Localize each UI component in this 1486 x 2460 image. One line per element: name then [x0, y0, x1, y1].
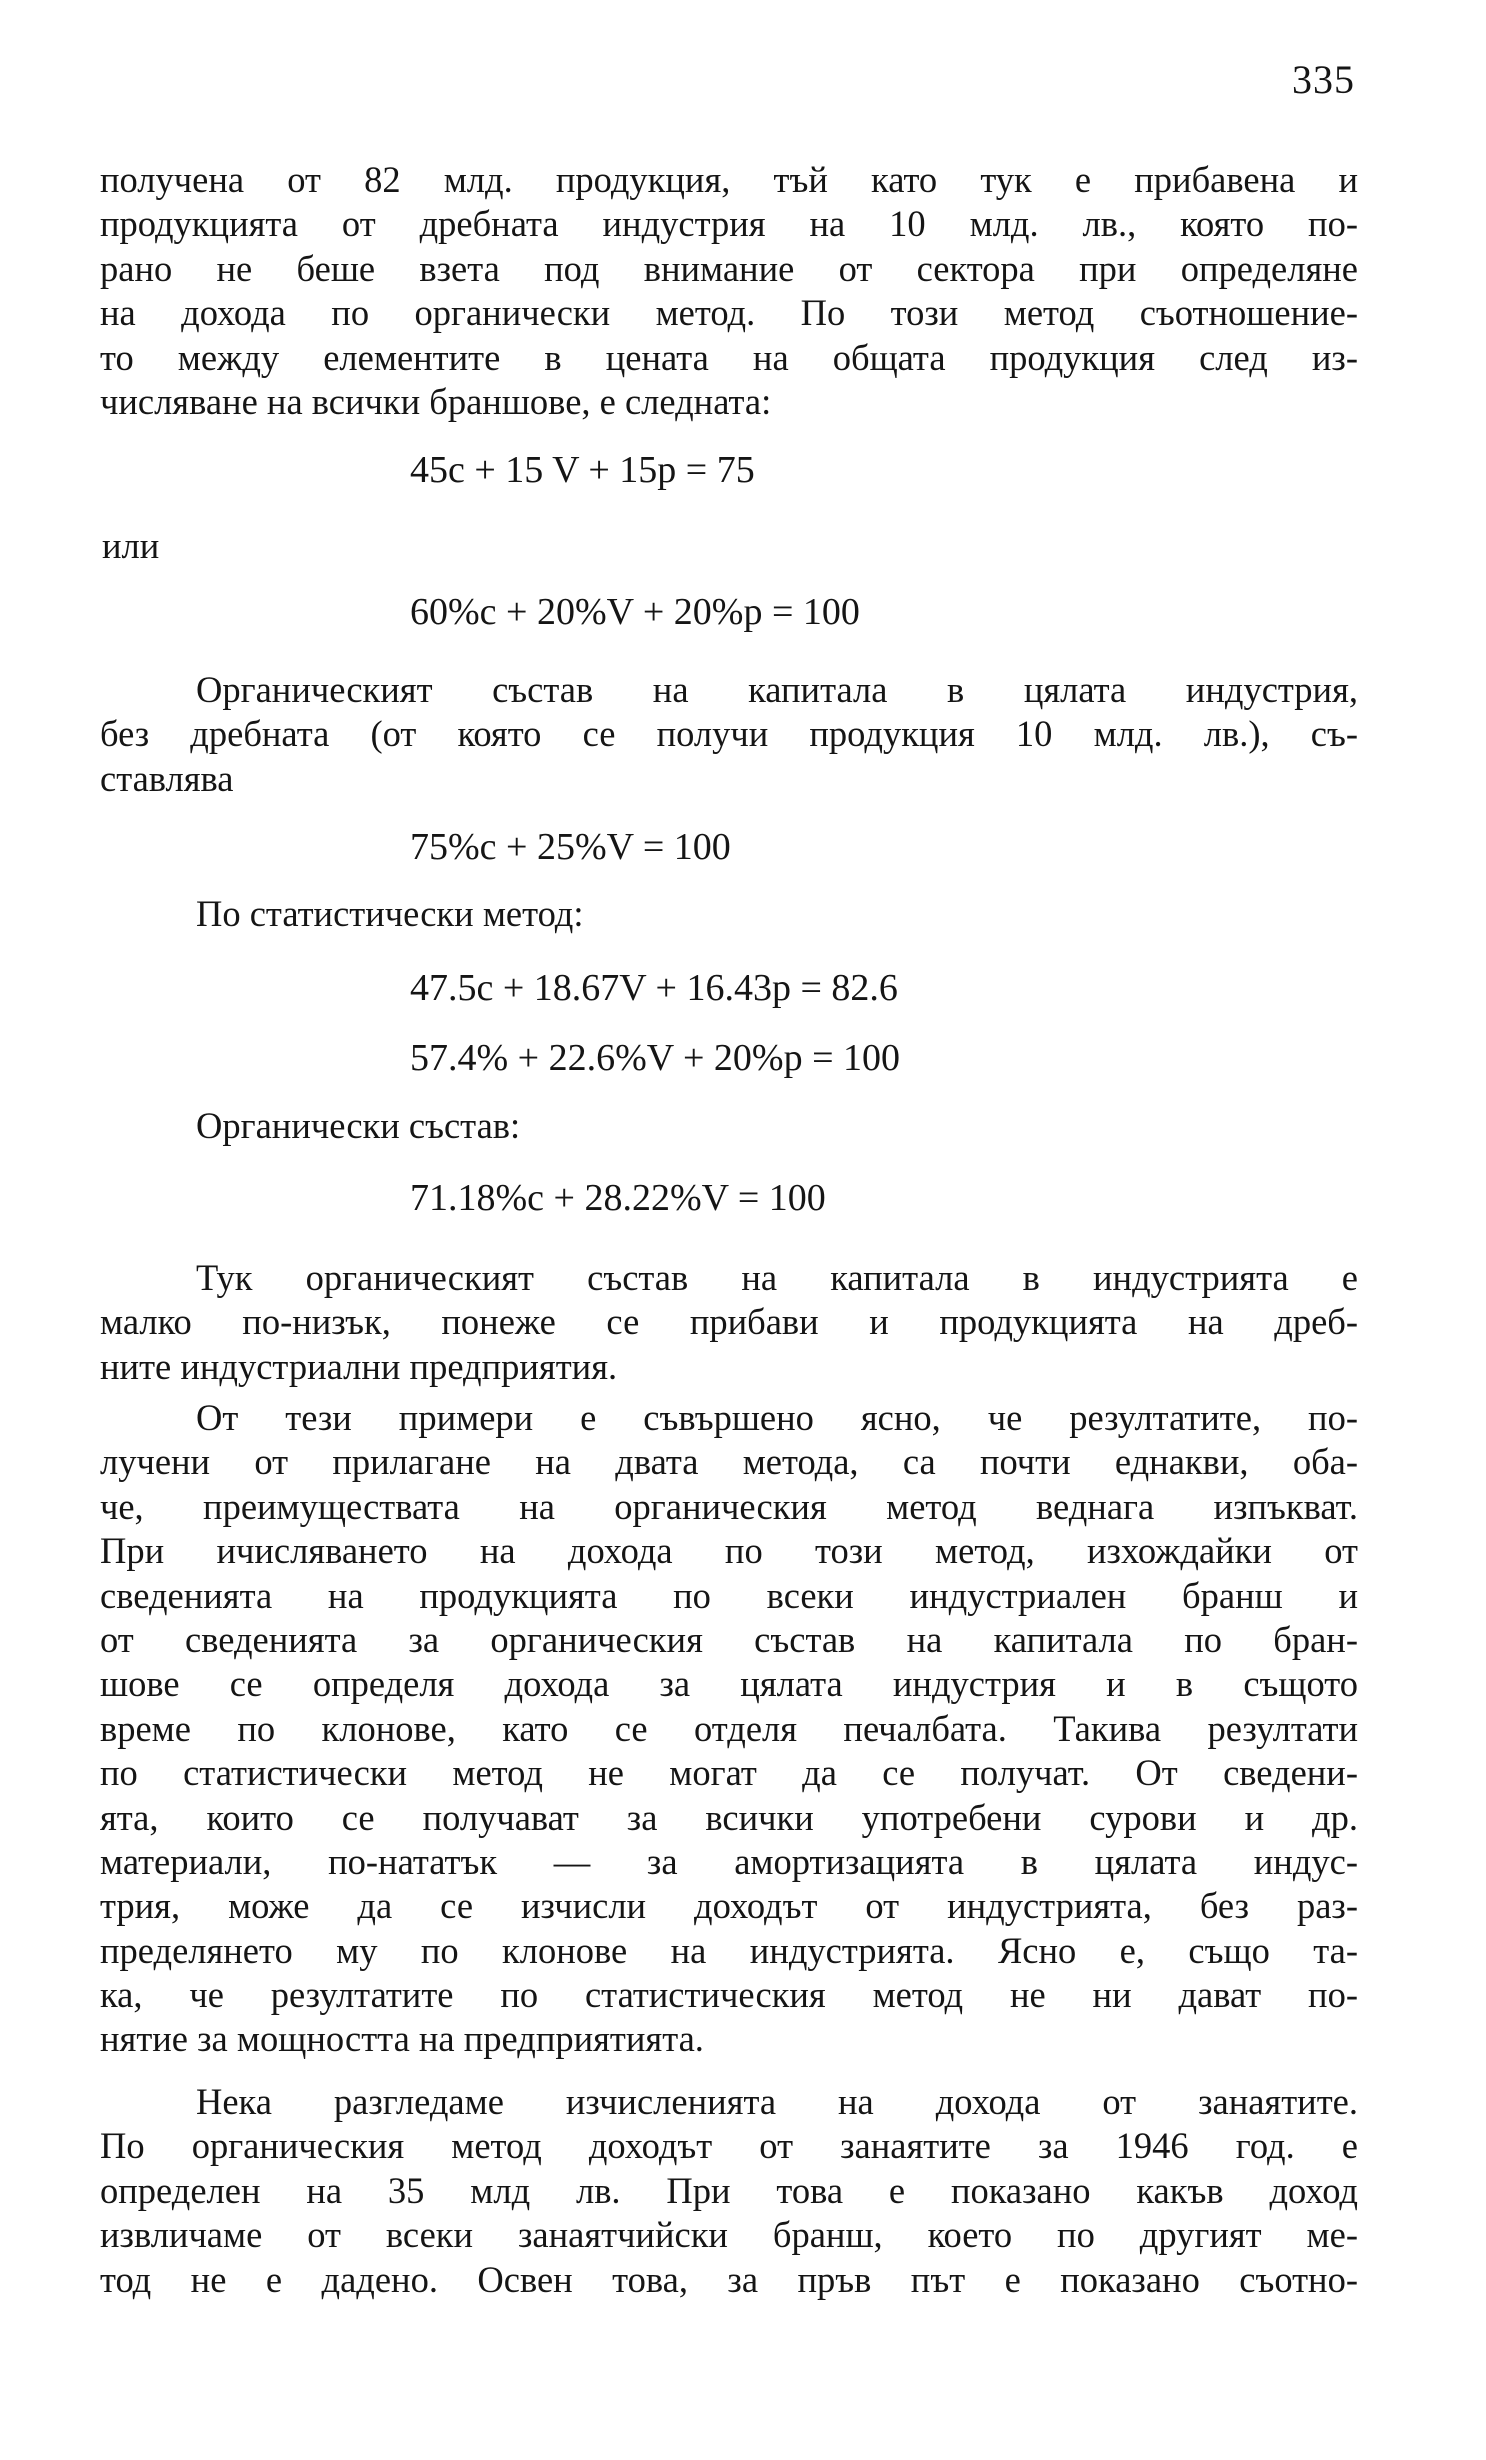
formula-2: 60%c + 20%V + 20%p = 100: [410, 591, 860, 633]
paragraph-1: [100, 158, 1358, 424]
text-line: трия, може да се изчисли доходът от индустрията, без раз-: [100, 1885, 1358, 1927]
text-line: извличаме от всеки занаятчийски бранш, което по другият ме-: [100, 2214, 1358, 2256]
text-line: определен на 35 млд лв. При това е показано какъв доход: [100, 2169, 1358, 2211]
text-line: ставлява: [100, 757, 234, 799]
text-line: Нека разгледаме изчисленията на дохода от занаятите.: [196, 2081, 1358, 2122]
text-line: От тези примери е съвършено ясно, че резултатите, по-: [196, 1397, 1358, 1438]
text-line: по статистически метод не могат да се получат. От сведени-: [100, 1752, 1358, 1794]
paragraph-5: [100, 2080, 1358, 2302]
text-line: лучени от прилагане на двата метода, са почти еднакви, оба-: [100, 1441, 1358, 1483]
text-line: то между елементите в цената на общата продукция след из-: [100, 336, 1358, 378]
text-line: получена от 82 млд. продукция, тъй като тук е прибавена и: [100, 159, 1358, 200]
text-line: малко по-низък, понеже се прибави и продукцията на дреб-: [100, 1301, 1358, 1343]
text-line: време по клонове, като се отделя печалбата. Такива резултати: [100, 1707, 1358, 1749]
paragraph-4: [100, 1396, 1358, 2062]
label-organic-composition: Органически състав:: [196, 1105, 521, 1146]
text-line: че, преимуществата на органическия метод веднага изпъкват.: [100, 1485, 1358, 1527]
text-line: ка, че резултатите по статистическия метод не ни дават по-: [100, 1974, 1358, 2016]
text-line: сведенията на продукцията по всеки индустриален бранш и: [100, 1574, 1358, 1616]
text-line: ята, които се получават за всички употребени сурови и др.: [100, 1796, 1358, 1838]
page-number: 335: [1292, 57, 1355, 102]
text-line: пределянето му по клонове на индустрията. Ясно е, също та-: [100, 1929, 1358, 1971]
label-statistical-method: По статистически метод:: [196, 893, 584, 934]
paragraph-3: [100, 1256, 1358, 1389]
formula-6: 71.18%c + 28.22%V = 100: [410, 1177, 826, 1219]
text-line: материали, по-нататък — за амортизацията в цялата индус-: [100, 1840, 1358, 1882]
formula-3: 75%c + 25%V = 100: [410, 826, 731, 868]
text-line: продукцията от дребната индустрия на 10 млд. лв., която по-: [100, 203, 1358, 245]
word-or: или: [102, 525, 160, 566]
text-line: от сведенията за органическия състав на капитала по бран-: [100, 1618, 1358, 1660]
text-line: шове се определя дохода за цялата индустрия и в същото: [100, 1663, 1358, 1705]
text-line: нятие за мощността на предприятията.: [100, 2018, 704, 2060]
text-line: без дребната (от която се получи продукция 10 млд. лв.), съ-: [100, 713, 1358, 755]
text-line: числяване на всички браншове, е следната:: [100, 380, 772, 422]
formula-1: 45c + 15 V + 15p = 75: [410, 449, 755, 491]
formula-5: 57.4% + 22.6%V + 20%p = 100: [410, 1037, 901, 1079]
text-line: По органическия метод доходът от занаятите за 1946 год. е: [100, 2125, 1358, 2167]
text-line: рано не беше взета под внимание от сектора при определяне: [100, 247, 1358, 289]
text-line: ните индустриални предприятия.: [100, 1345, 618, 1387]
formula-4: 47.5c + 18.67V + 16.43p = 82.6: [410, 967, 898, 1009]
text-line: на дохода по органически метод. По този метод съотношение-: [100, 292, 1358, 334]
paragraph-2: [100, 668, 1358, 801]
text-line: При ичисляването на дохода по този метод, изхождайки от: [100, 1530, 1358, 1572]
text-line: Органическият състав на капитала в цялата индустрия,: [196, 669, 1358, 710]
text-line: тод не е дадено. Освен това, за пръв път е показано съотно-: [100, 2258, 1358, 2300]
text-line: Тук органическият състав на капитала в индустрията е: [196, 1257, 1358, 1298]
